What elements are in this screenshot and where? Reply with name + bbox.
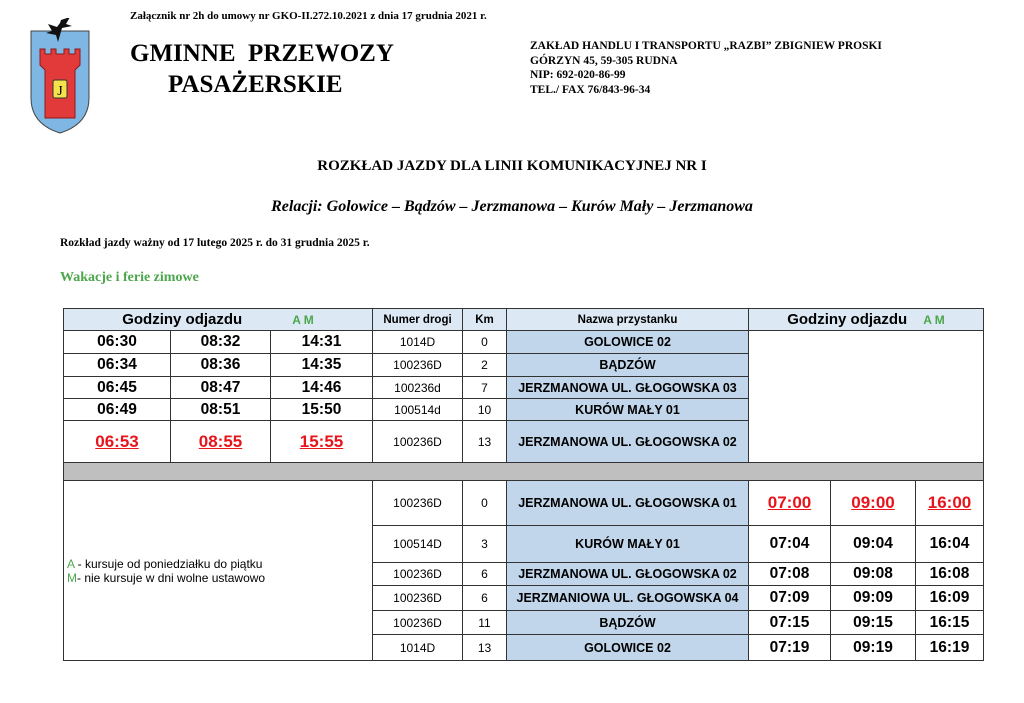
departure-time: 09:09 — [831, 586, 916, 611]
departure-time: 07:00 — [749, 481, 831, 526]
header-road-number: Numer drogi — [373, 309, 463, 331]
stop-name: GOLOWICE 02 — [507, 635, 749, 661]
departure-time: 15:55 — [271, 421, 373, 463]
stop-name: KURÓW MAŁY 01 — [507, 399, 749, 421]
departure-time: 16:19 — [916, 635, 984, 661]
departure-time: 06:53 — [64, 421, 171, 463]
departure-time: 06:30 — [64, 331, 171, 354]
stop-name: BĄDZÓW — [507, 611, 749, 635]
road-number: 100236D — [373, 354, 463, 377]
coat-of-arms-logo — [30, 18, 90, 134]
header-departures-return: Godziny odjazdu A M — [749, 309, 984, 331]
stop-name: KURÓW MAŁY 01 — [507, 526, 749, 563]
company-address: GÓRZYN 45, 59-305 RUDNA — [530, 54, 678, 67]
km-value: 10 — [463, 399, 507, 421]
header-stop-name: Nazwa przystanku — [507, 309, 749, 331]
km-value: 6 — [463, 586, 507, 611]
page-title: ROZKŁAD JAZDY DLA LINII KOMUNIKACYJNEJ NR I — [317, 158, 707, 174]
svg-text:J: J — [57, 84, 63, 99]
km-value: 0 — [463, 331, 507, 354]
company-info — [530, 39, 882, 97]
departure-time: 14:31 — [271, 331, 373, 354]
departure-time: 14:35 — [271, 354, 373, 377]
legend — [64, 481, 373, 661]
km-value: 2 — [463, 354, 507, 377]
km-value: 0 — [463, 481, 507, 526]
departure-time: 08:47 — [171, 377, 271, 399]
header-km: Km — [463, 309, 507, 331]
departure-time: 06:49 — [64, 399, 171, 421]
road-number: 100236D — [373, 421, 463, 463]
road-number: 100236D — [373, 611, 463, 635]
road-number: 100236D — [373, 586, 463, 611]
departure-time: 07:15 — [749, 611, 831, 635]
departure-time: 07:04 — [749, 526, 831, 563]
departure-time: 06:45 — [64, 377, 171, 399]
legend-a: A - kursuje od poniedziałku do piątku — [67, 556, 263, 571]
validity-note: Rozkład jazdy ważny od 17 lutego 2025 r. do 31 grudnia 2025 r. — [60, 237, 370, 249]
km-value: 13 — [463, 421, 507, 463]
company-phone: TEL./ FAX 76/843-96-34 — [530, 83, 651, 96]
departure-time: 06:34 — [64, 354, 171, 377]
departure-time: 08:51 — [171, 399, 271, 421]
departure-time: 16:09 — [916, 586, 984, 611]
departure-time: 09:08 — [831, 563, 916, 586]
stop-name: JERZMANIOWA UL. GŁOGOWSKA 04 — [507, 586, 749, 611]
km-value: 11 — [463, 611, 507, 635]
road-number: 100236D — [373, 563, 463, 586]
departure-time: 15:50 — [271, 399, 373, 421]
departure-time: 08:32 — [171, 331, 271, 354]
departure-time: 08:36 — [171, 354, 271, 377]
route-relation: Relacji: Golowice – Bądzów – Jerzmanowa – Kurów Mały – Jerzmanowa — [271, 198, 753, 215]
season-heading: Wakacje i ferie zimowe — [60, 270, 199, 285]
table-row — [64, 331, 984, 354]
departure-time: 09:15 — [831, 611, 916, 635]
brand-name — [130, 38, 394, 100]
departure-time: 07:09 — [749, 586, 831, 611]
road-number: 1014D — [373, 635, 463, 661]
road-number: 100514d — [373, 399, 463, 421]
departure-time: 16:15 — [916, 611, 984, 635]
brand-line-1: GMINNE PRZEWOZY — [130, 40, 394, 67]
stop-name: JERZMANOWA UL. GŁOGOWSKA 02 — [507, 421, 749, 463]
road-number: 100236D — [373, 481, 463, 526]
departure-time: 07:08 — [749, 563, 831, 586]
table-row — [64, 481, 984, 526]
stop-name: JERZMANOWA UL. GŁOGOWSKA 02 — [507, 563, 749, 586]
departure-time: 16:04 — [916, 526, 984, 563]
empty-return-cell — [749, 331, 984, 463]
departure-time: 08:55 — [171, 421, 271, 463]
departure-time: 16:08 — [916, 563, 984, 586]
departure-time: 09:00 — [831, 481, 916, 526]
company-nip: NIP: 692-020-86-99 — [530, 69, 626, 81]
departure-time: 14:46 — [271, 377, 373, 399]
departure-time: 16:00 — [916, 481, 984, 526]
separator-row — [64, 463, 984, 481]
stop-name: GOLOWICE 02 — [507, 331, 749, 354]
company-name: ZAKŁAD HANDLU I TRANSPORTU „RAZBI” ZBIGNIEW PROSKI — [530, 40, 882, 52]
departure-time: 07:19 — [749, 635, 831, 661]
km-value: 3 — [463, 526, 507, 563]
km-value: 6 — [463, 563, 507, 586]
km-value: 13 — [463, 635, 507, 661]
road-number: 1014D — [373, 331, 463, 354]
brand-line-2: PASAŻERSKIE — [168, 71, 343, 98]
road-number: 100514D — [373, 526, 463, 563]
legend-m: M- nie kursuje w dni wolne ustawowo — [67, 570, 266, 585]
header-departures-out: Godziny odjazdu A M — [64, 309, 373, 331]
timetable — [63, 308, 984, 661]
stop-name: JERZMANOWA UL. GŁOGOWSKA 03 — [507, 377, 749, 399]
departure-time: 09:19 — [831, 635, 916, 661]
stop-name: BĄDZÓW — [507, 354, 749, 377]
road-number: 100236d — [373, 377, 463, 399]
stop-name: JERZMANOWA UL. GŁOGOWSKA 01 — [507, 481, 749, 526]
annex-note: Załącznik nr 2h do umowy nr GKO-II.272.10.2021 z dnia 17 grudnia 2021 r. — [130, 10, 487, 22]
km-value: 7 — [463, 377, 507, 399]
departure-time: 09:04 — [831, 526, 916, 563]
